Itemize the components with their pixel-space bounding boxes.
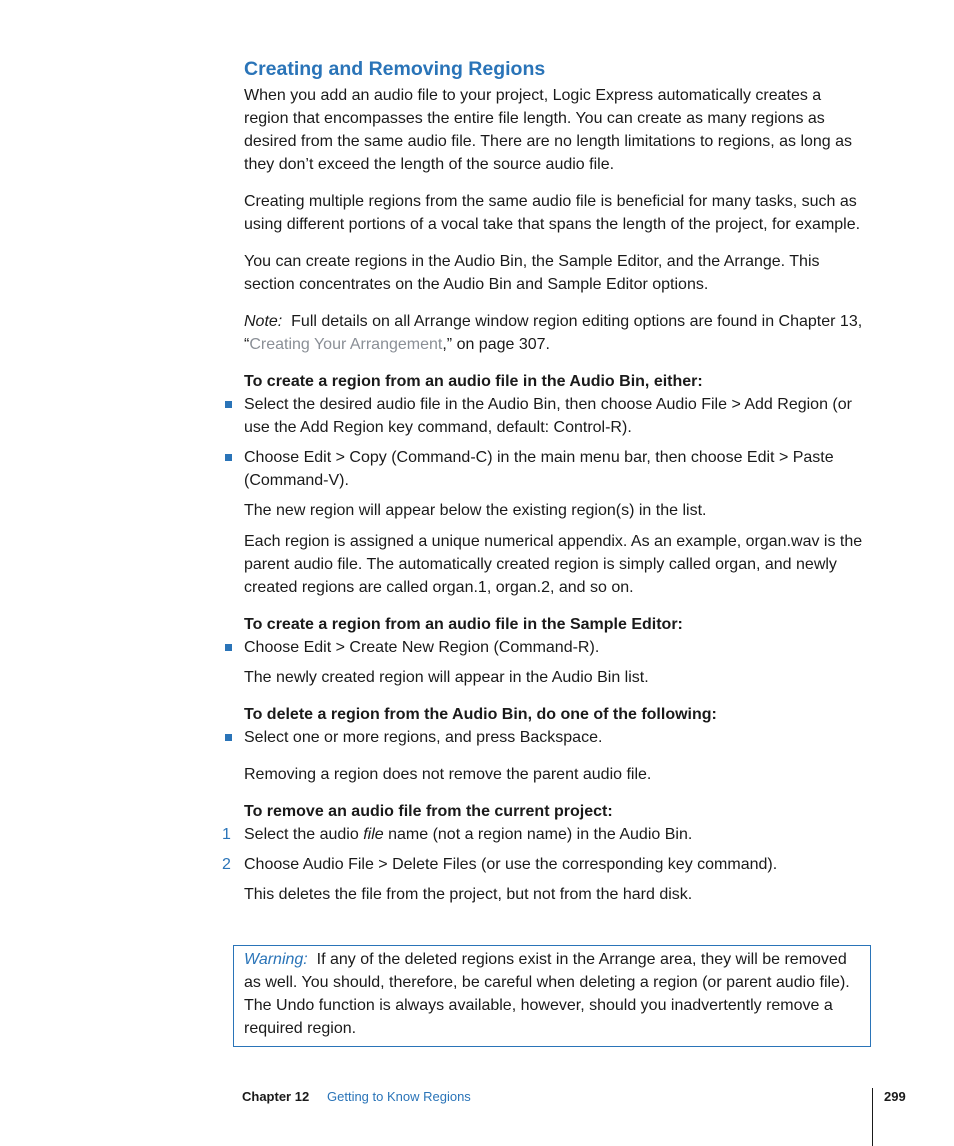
square-bullet-icon (225, 401, 232, 408)
note-text: Full details on all Arrange window region editing options are found in Chapter 13, “ (244, 313, 863, 353)
bullet-list (244, 636, 864, 659)
list-item (244, 726, 864, 749)
section-title: Creating and Removing Regions (244, 58, 546, 80)
paragraph: This deletes the file from the project, but not from the hard disk. (244, 886, 693, 903)
square-bullet-icon (225, 454, 232, 461)
step-text-italic: file (363, 826, 384, 843)
paragraph: When you add an audio file to your project, Logic Express automatically creates a region that encompasses the entire file length. You can create as many regions as desired from the same audio file. There are no length limitations to regions, as long as they don’t exceed the length of the source audio file. (244, 87, 853, 173)
footer-chapter: Chapter 12 (242, 1089, 310, 1104)
procedure-heading: To create a region from an audio file in the Audio Bin, either: (244, 373, 703, 390)
warning-text: If any of the deleted regions exist in the Arrange area, they will be removed as well. You should, therefore, be careful when deleting a region (or parent audio file). The Undo function is always available, however, should you inadvertently remove a required region. (244, 951, 850, 1037)
paragraph: Creating multiple regions from the same audio file is beneficial for many tasks, such as using different portions of a vocal take that spans the length of the project, for example. (244, 193, 861, 233)
note-paragraph (244, 310, 864, 356)
procedure-heading: To create a region from an audio file in the Sample Editor: (244, 616, 683, 633)
numbered-list (222, 823, 864, 876)
page-number: 299 (884, 1089, 906, 1104)
paragraph: The new region will appear below the existing region(s) in the list. (244, 502, 707, 519)
paragraph: You can create regions in the Audio Bin, the Sample Editor, and the Arrange. This section concentrates on the Audio Bin and Sample Editor options. (244, 253, 820, 293)
warning-text-block (244, 948, 864, 1040)
list-item-text: Select the desired audio file in the Audio Bin, then choose Audio File > Add Region (or use the Add Region key command, default: Control-R). (244, 396, 852, 436)
list-item (244, 393, 864, 439)
page-footer (0, 1085, 954, 1115)
step-number: 1 (222, 826, 231, 843)
paragraph: The newly created region will appear in the Audio Bin list. (244, 669, 649, 686)
note-label: Note: (244, 313, 283, 330)
square-bullet-icon (225, 734, 232, 741)
paragraph: Removing a region does not remove the parent audio file. (244, 766, 652, 783)
note-text-end: ,” on page 307. (442, 336, 550, 353)
list-item-text: Choose Edit > Copy (Command-C) in the main menu bar, then choose Edit > Paste (Command-V). (244, 449, 834, 489)
footer-divider (872, 1088, 873, 1146)
step-number: 2 (222, 856, 231, 873)
bullet-list (244, 726, 864, 749)
list-item-text: Choose Edit > Create New Region (Command-R). (244, 639, 600, 656)
step-text: Select the audio (244, 826, 364, 843)
warning-label: Warning: (244, 951, 308, 968)
main-content (222, 56, 864, 920)
list-item (244, 446, 864, 492)
chapter-link[interactable]: Creating Your Arrangement (249, 336, 443, 353)
list-item (244, 636, 864, 659)
footer-chapter-title[interactable]: Getting to Know Regions (327, 1089, 471, 1104)
list-item-text: Select one or more regions, and press Backspace. (244, 729, 603, 746)
step-text: Choose Audio File > Delete Files (or use the corresponding key command). (244, 856, 778, 873)
step-text-end: name (not a region name) in the Audio Bin. (383, 826, 693, 843)
procedure-heading: To remove an audio file from the current project: (244, 803, 613, 820)
list-item (222, 823, 864, 846)
paragraph: Each region is assigned a unique numerical appendix. As an example, organ.wav is the parent audio file. The automatically created region is simply called organ, and newly created regions are called organ.1, organ.2, and so on. (244, 533, 863, 596)
square-bullet-icon (225, 644, 232, 651)
bullet-list (244, 393, 864, 492)
list-item (222, 853, 864, 876)
procedure-heading: To delete a region from the Audio Bin, do one of the following: (244, 706, 717, 723)
